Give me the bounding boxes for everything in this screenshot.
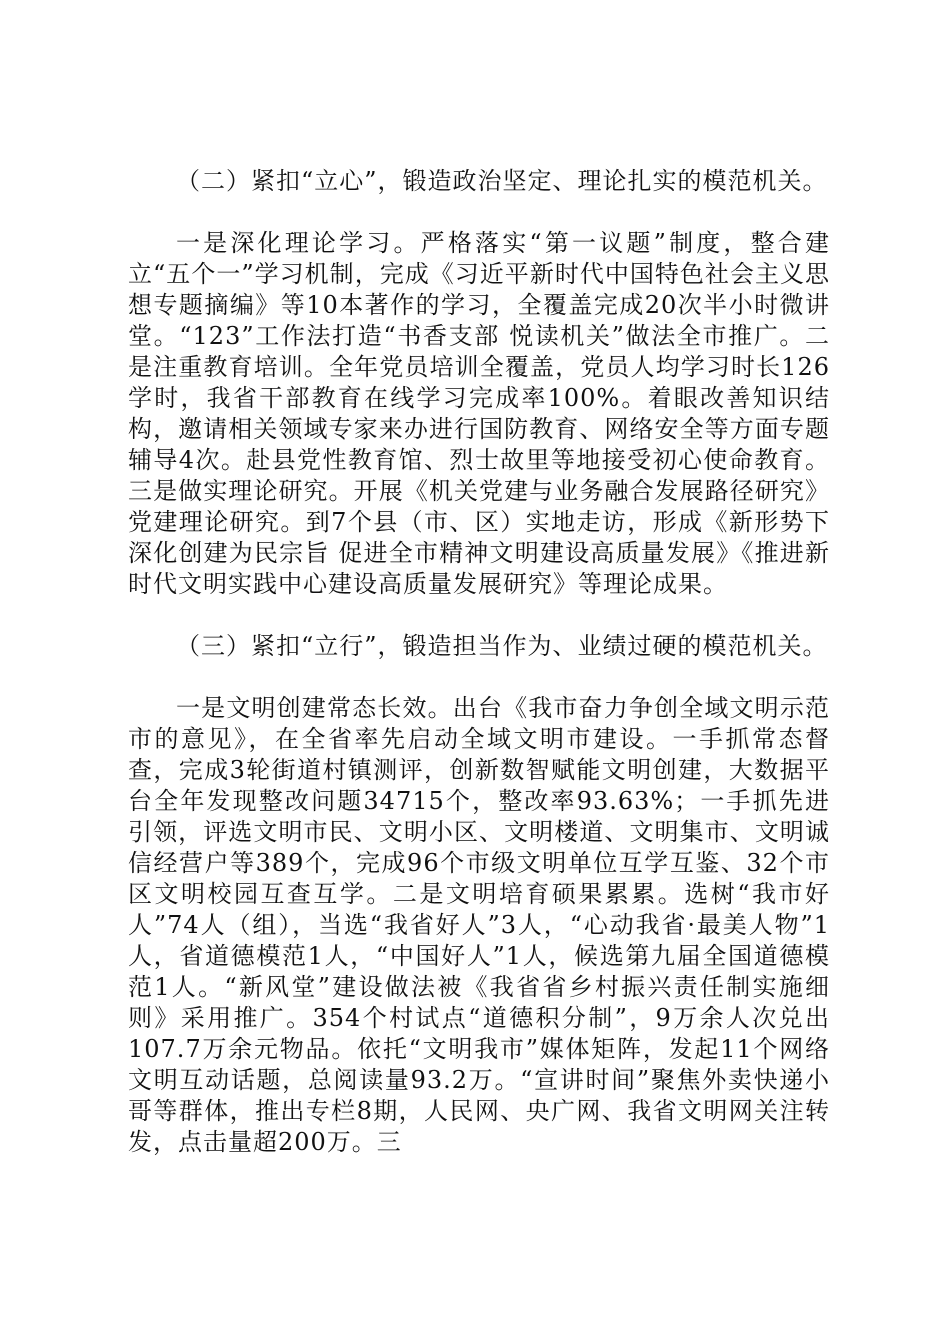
section-heading-two: （二）紧扣“立心”，锻造政治坚定、理论扎实的模范机关。 <box>176 167 828 195</box>
document-body <box>128 166 830 1158</box>
paragraph-theory-study: 一是深化理论学习。严格落实“第一议题”制度，整合建立“五个一”学习机制，完成《习近平新时代中国特色社会主义思想专题摘编》等10本著作的学习，全覆盖完成20次半小时微讲堂。“123”工作法打造“书香支部 悦读机关”做法全市推广。二是注重教育培训。全年党员培训全覆盖，党员人均学习时长126学时，我省干部教育在线学习完成率100%。着眼改善知识结构，邀请相关领域专家来办进行国防教育、网络安全等方面专题辅导4次。赴县党性教育馆、烈士故里等地接受初心使命教育。三是做实理论研究。开展《机关党建与业务融合发展路径研究》党建理论研究。到7个县（市、区）实地走访，形成《新形势下深化创建为民宗旨 促进全市精神文明建设高质量发展》《推进新时代文明实践中心建设高质量发展研究》等理论成果。 <box>128 229 830 598</box>
section-heading-three: （三）紧扣“立行”，锻造担当作为、业绩过硬的模范机关。 <box>176 632 828 660</box>
paragraph-civilization-building: 一是文明创建常态长效。出台《我市奋力争创全域文明示范市的意见》，在全省率先启动全域文明市建设。一手抓常态督查，完成3轮街道村镇测评，创新数智赋能文明创建，大数据平台全年发现整改问题34715个，整改率93.63%；一手抓先进引领，评选文明市民、文明小区、文明楼道、文明集市、文明诚信经营户等389个，完成96个市级文明单位互学互鉴、32个市区文明校园互查互学。二是文明培育硕果累累。选树“我市好人”74人（组），当选“我省好人”3人，“心动我省·最美人物”1人，省道德模范1人，“中国好人”1人，候选第九届全国道德模范1人。“新风堂”建设做法被《我省省乡村振兴责任制实施细则》采用推广。354个村试点“道德积分制”，9万余人次兑出107.7万余元物品。依托“文明我市”媒体矩阵，发起11个网络文明互动话题，总阅读量93.2万。“宣讲时间”聚焦外卖快递小哥等群体，推出专栏8期，人民网、央广网、我省文明网关注转发，点击量超200万。三 <box>128 694 830 1156</box>
